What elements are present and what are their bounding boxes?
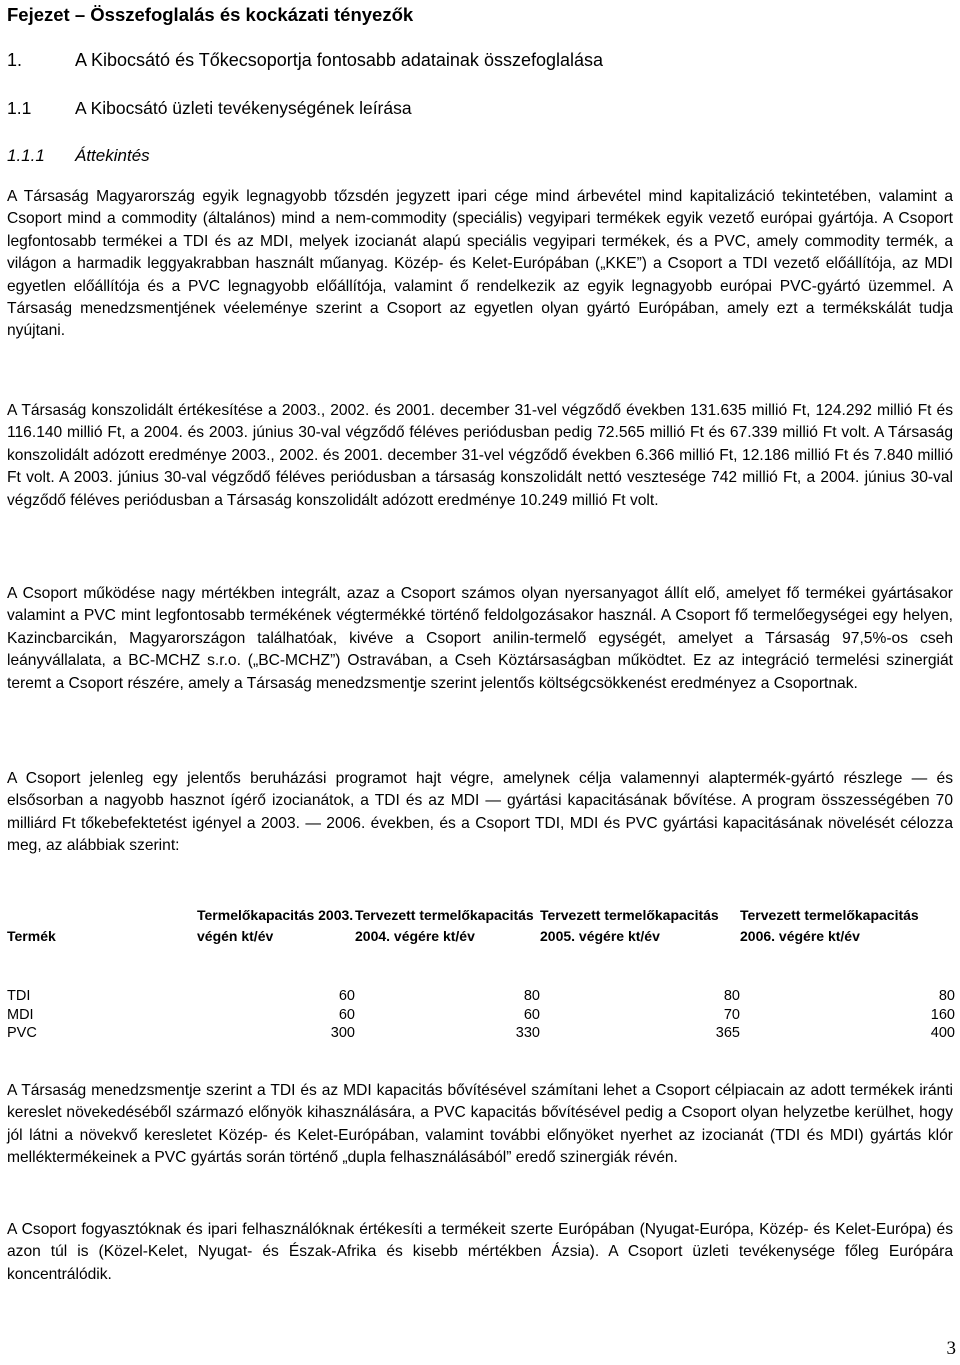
table-header-capacity-2006: Tervezett termelőkapacitás 2006. végére kt/év: [740, 907, 919, 944]
subsubsection-number: 1.1.1: [7, 146, 45, 165]
section-heading: [7, 50, 603, 71]
subsubsection-heading: [7, 146, 150, 166]
table-cell: 80: [523, 988, 540, 1004]
table-cell: 60: [338, 988, 355, 1004]
table-header-product: Termék: [7, 928, 56, 944]
paragraph-markets: A Csoport fogyasztóknak és ipari felhasználóknak értékesíti a termékeit szerte Európában (Nyugat-Európa, Közép- és Kelet-Európa) és azon túl is (Közel-Kelet, Nyugat- és Észak-Afrika és kisebb mértékben Ázsia). A Csoport üzleti tevékenysége főleg Európára koncentrálódik.: [7, 1221, 953, 1283]
paragraph-investment: A Csoport jelenleg egy jelentős beruházási programot hajt végre, amelynek célja valamennyi alaptermék-gyártó részlege — és elsősorban a nagyobb hasznot ígérő izocianátok, a TDI és az MDI — gyártási kapacitásának bővítése. A program összességében 70 milliárd Ft tőkebefektetést igényel a 2003. — 2006. években, és a Csoport TDI, MDI és PVC gyártási kapacitásának növelését célozza meg, az alábbiak szerint:: [7, 770, 953, 855]
table-cell: 400: [930, 1025, 955, 1041]
table-cell: 365: [715, 1025, 740, 1041]
table-row: [7, 1006, 955, 1025]
section-number: 1.: [7, 50, 23, 70]
table-cell-product: PVC: [7, 1025, 37, 1041]
section-title: A Kibocsátó és Tőkecsoportja fontosabb adatainak összefoglalása: [75, 50, 604, 70]
subsubsection-title: Áttekintés: [75, 146, 150, 165]
table-cell: 160: [930, 1006, 955, 1023]
table-cell: 60: [338, 1006, 355, 1023]
table-cell: 330: [515, 1025, 540, 1041]
paragraph-integration: A Csoport működése nagy mértékben integrált, azaz a Csoport számos olyan nyersanyagot állít elő, amelyet fő termékei gyártásakor valamint a PVC mint legfontosabb termékének végtermékké történő feldolgozásakor használ. A Csoport fő termelőegységei egy helyen, Kazincbarcikán, Magyarországon találhatóak, kivéve a Csoport anilin-termelő egységét, amelyet a Társaság 97,5%-os cseh leányvállalata, a BC-MCHZ s.r.o. („BC-MCHZ”) Ostravában, a Cseh Köztársaságban működtet. Ez az integráció termelési szinergiát teremt a Csoport részére, amely a Társaság menedzsmentje szerint jelentős költségcsökkenést eredményez a Csoportnak.: [7, 585, 953, 692]
table-cell: 300: [330, 1025, 355, 1041]
table-header-capacity-2003: Termelőkapacitás 2003. végén kt/év: [197, 907, 354, 944]
subsection-number: 1.1: [7, 98, 32, 118]
table-cell-product: MDI: [7, 1006, 34, 1023]
table-cell: 80: [723, 988, 740, 1004]
table-row: [7, 1024, 955, 1043]
chapter-title: Fejezet – Összefoglalás és kockázati tényezők: [7, 4, 414, 25]
table-cell: 80: [938, 988, 955, 1004]
table-header-capacity-2004: Tervezett termelőkapacitás 2004. végére kt/év: [355, 907, 534, 944]
capacity-table: [7, 905, 955, 1043]
table-header-capacity-2005: Tervezett termelőkapacitás 2005. végére kt/év: [540, 907, 719, 944]
page-number: 3: [946, 1338, 956, 1359]
table-cell: 60: [523, 1006, 540, 1023]
subsection-title: A Kibocsátó üzleti tevékenységének leírása: [75, 98, 412, 118]
table-row: [7, 987, 955, 1006]
paragraph-financials: A Társaság konszolidált értékesítése a 2003., 2002. és 2001. december 31-vel végződő években 131.635 millió Ft, 124.292 millió Ft és 116.140 millió Ft, a 2004. és 2003. június 30-val végződő féléves periódusban pedig 72.565 millió Ft és 67.339 millió Ft volt. A Társaság konszolidált adózott eredménye 2003., 2002. és 2001. december 31-vel végződő években 6.366 millió Ft, 12.186 millió Ft és 7.840 millió Ft volt. A 2003. június 30-val végződő féléves periódusban a társaság konszolidált nettó vesztesége 742 millió Ft, a 2004. június 30-val végződő féléves periódusban a Társaság konszolidált adózott eredménye 10.249 millió Ft volt.: [7, 402, 953, 509]
table-header-row: [7, 905, 955, 947]
paragraph-management-view: A Társaság menedzsmentje szerint a TDI és az MDI kapacitás bővítésével számítani lehet a Csoport célpiacain az adott termékek iránti kereslet növekedéséből származó előnyök kihasználására, a PVC kapacitás bővítésével pedig a Csoport olyan helyzetbe kerülhet, hogy jól látni a növekvő keresletet Közép- és Kelet-Európában, valamint további előnyöket nyerhet az izocianát (TDI és MDI) gyártás klór melléktermékeinek a PVC gyártás során történő „dupla felhasználásából” eredő szinergiák révén.: [7, 1082, 953, 1167]
table-cell: 70: [723, 1006, 740, 1023]
subsection-heading: [7, 98, 412, 119]
paragraph-overview: A Társaság Magyarország egyik legnagyobb tőzsdén jegyzett ipari cége mind árbevétel mind kapitalizáció tekintetében, valamint a Csoport mind a commodity (általános) mind a nem-commodity (speciális) vegyipari termékek egyik vezető európai gyártója. A Csoport legfontosabb termékei a TDI és az MDI, melyek izocianát alapú speciális vegyipari termékek, és a PVC, amely commodity termék, a világon a harmadik leggyakrabban használt műanyag. Közép- és Kelet-Európában („KKE”) a Csoport a TDI vezető előállítója, az MDI egyetlen előállítója és a PVC legnagyobb előállítója, valamint ő rendelkezik az egyik legnagyobb európai PVC-gyártó üzemmel. A Társaság menedzsmentjének véeleménye szerint a Csoport az egyetlen olyan gyártó Európában, amely ezt a termékskálát tudja nyújtani.: [7, 188, 953, 340]
table-cell-product: TDI: [7, 988, 31, 1004]
